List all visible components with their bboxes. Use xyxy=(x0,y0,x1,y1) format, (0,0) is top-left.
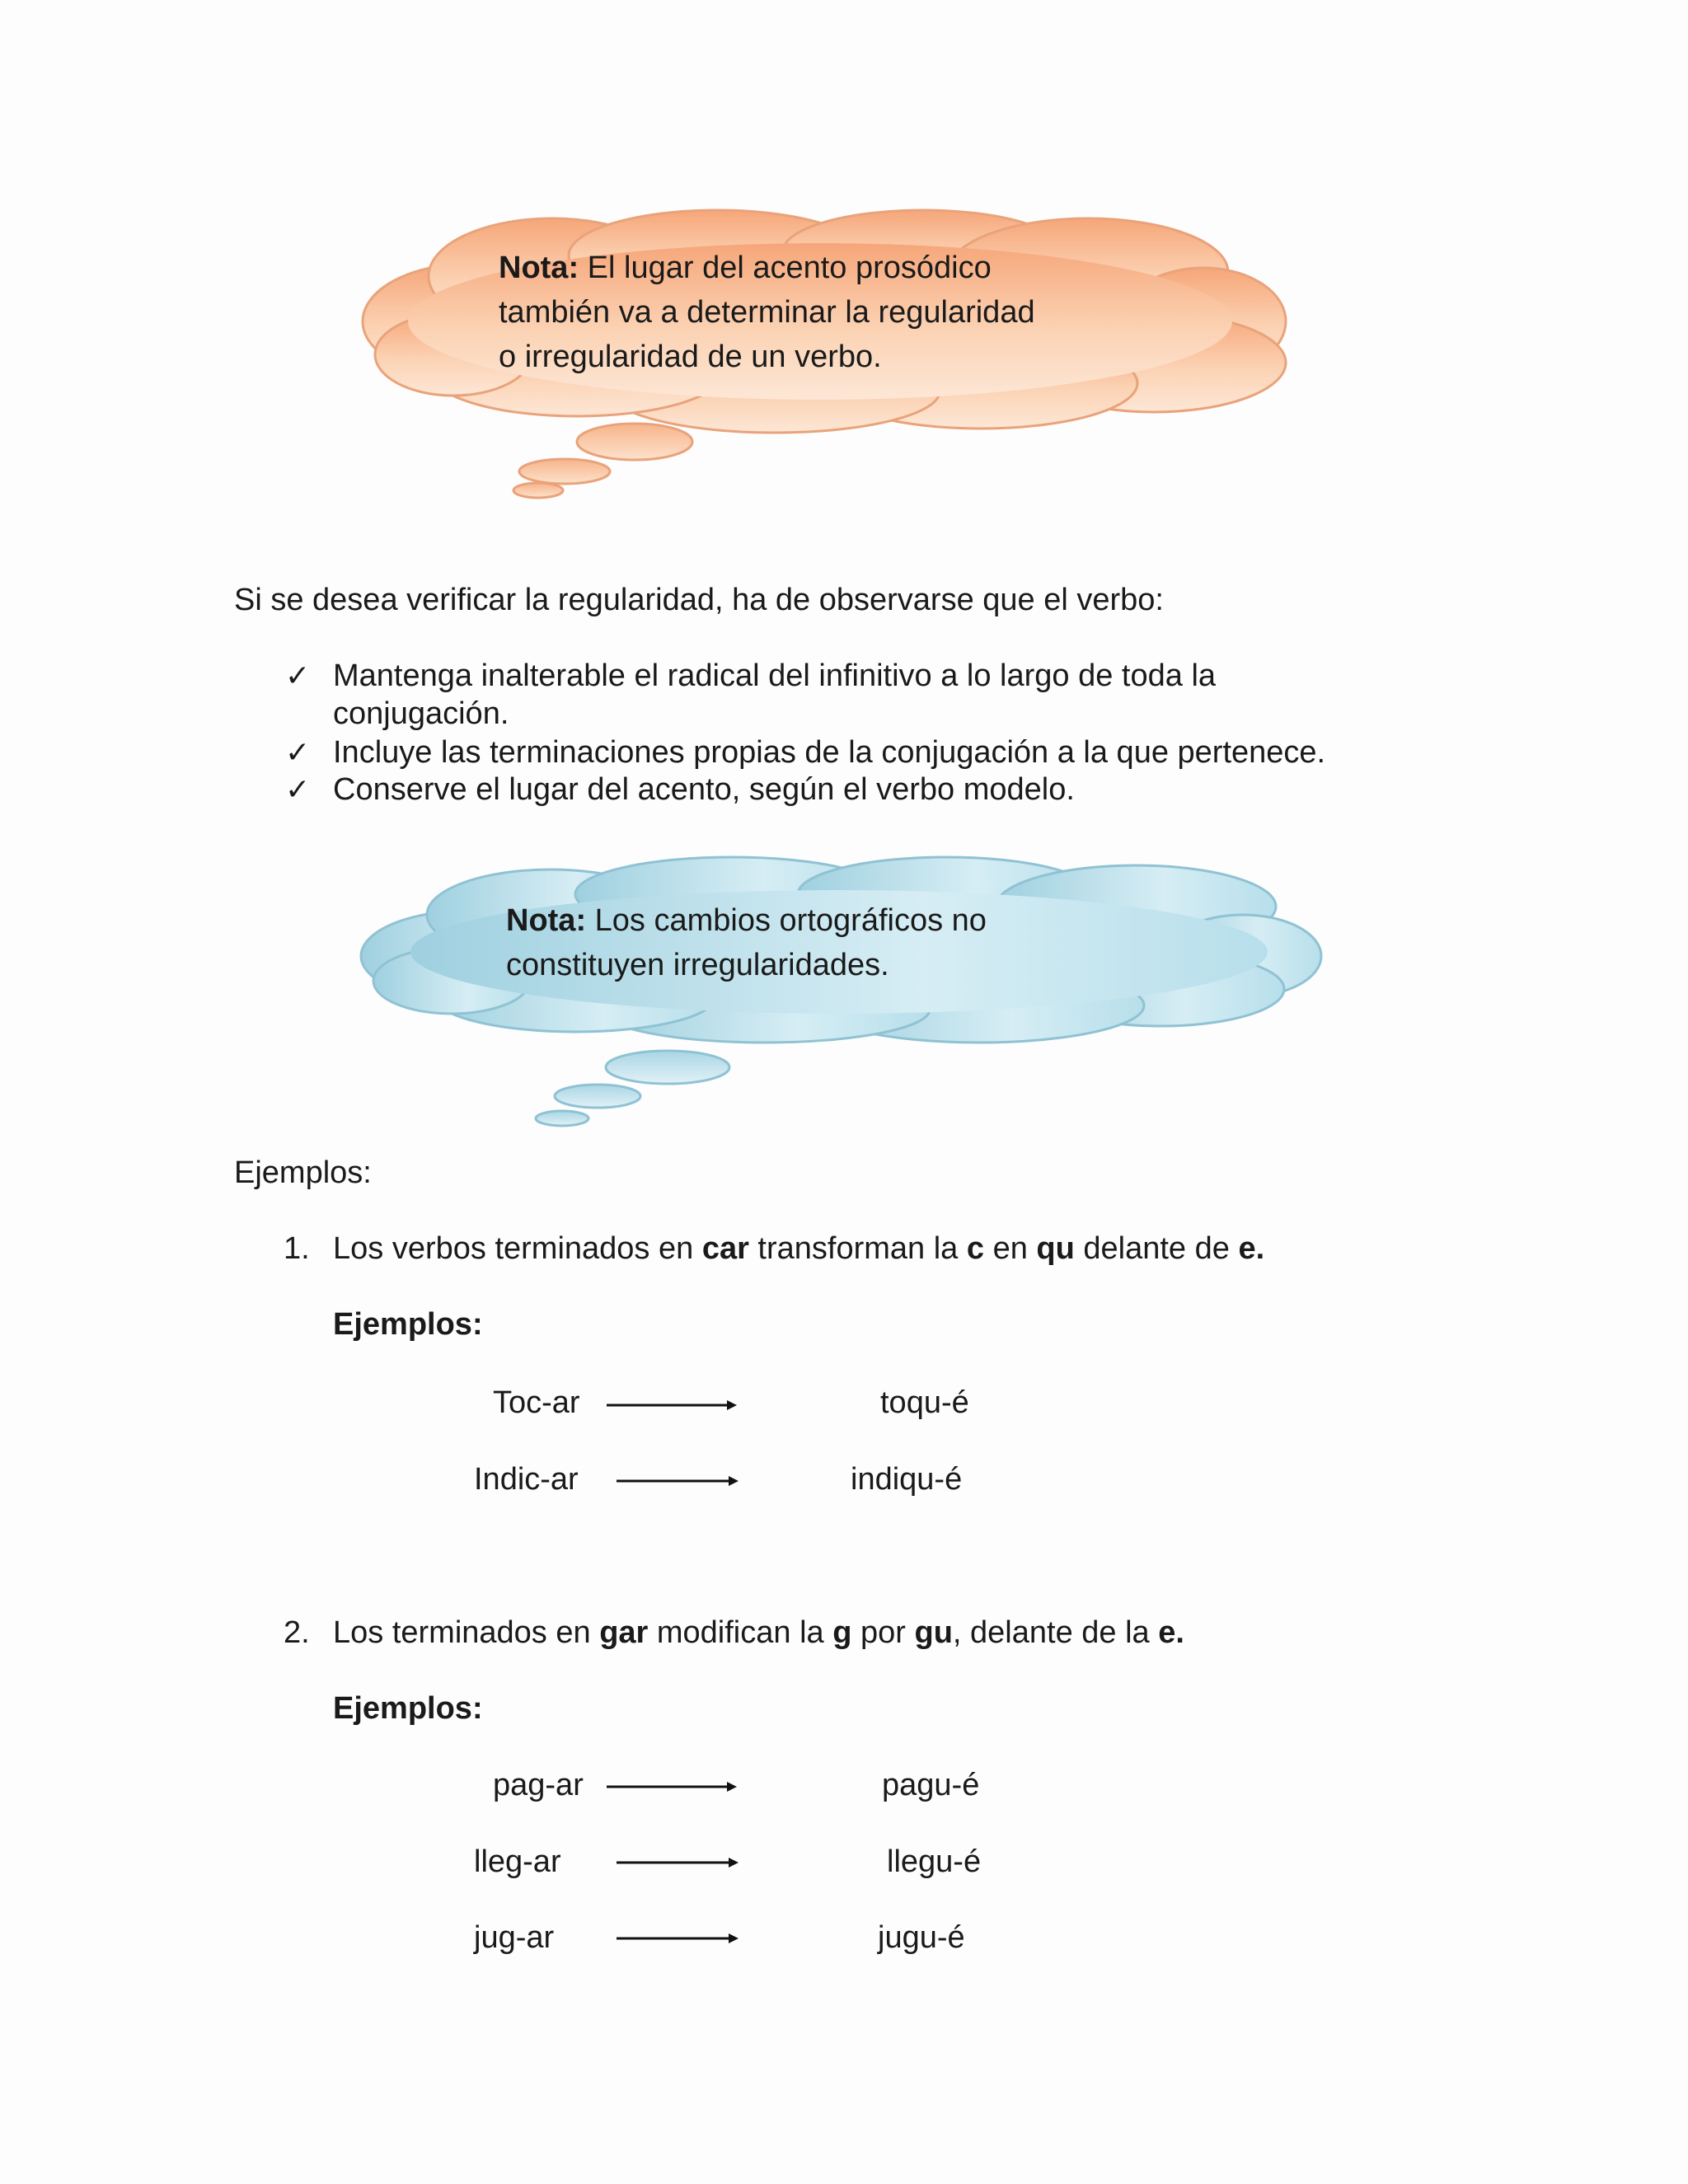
example-to: jugu-é xyxy=(878,1920,965,1955)
checklist-item: Mantenga inalterable el radical del infinitivo a lo largo de toda la conjugación. xyxy=(333,658,1217,731)
arrow-icon xyxy=(615,1473,738,1489)
examples-heading: Ejemplos: xyxy=(234,1155,372,1190)
list-number: 1. xyxy=(284,1231,310,1266)
check-icon: ✓ xyxy=(285,772,311,806)
arrow-icon xyxy=(605,1397,737,1413)
intro-paragraph: Si se desea verificar la regularidad, ha de observarse que el verbo: xyxy=(234,583,1164,617)
example-to: pagu-é xyxy=(882,1768,980,1802)
note-cloud-blue xyxy=(353,857,1325,1063)
example-to: indiqu-é xyxy=(851,1462,963,1497)
example-from: Indic-ar xyxy=(474,1462,579,1497)
note-line-2: también va a determinar la regularidad xyxy=(499,295,1035,330)
note-line-1: Nota: Los cambios ortográficos no xyxy=(506,903,987,938)
thought-bubbles-blue xyxy=(528,1043,742,1133)
rule-text: Los terminados en gar modifican la g por gu, delante de la e. xyxy=(333,1615,1184,1650)
example-from: jug-ar xyxy=(474,1920,555,1955)
note-cloud-orange xyxy=(346,206,1294,503)
note-line-1: Nota: El lugar del acento prosódico xyxy=(499,251,992,285)
example-from: Toc-ar xyxy=(493,1385,580,1420)
note-text-orange xyxy=(499,246,1125,379)
arrow-icon xyxy=(615,1854,738,1871)
check-icon: ✓ xyxy=(285,658,311,692)
check-icon: ✓ xyxy=(285,735,311,769)
note-label: Nota: xyxy=(506,903,587,938)
example-to: toqu-é xyxy=(880,1385,969,1420)
note-line-3: o irregularidad de un verbo. xyxy=(499,340,882,374)
arrow-icon xyxy=(605,1779,737,1795)
example-from: pag-ar xyxy=(493,1768,584,1802)
thought-bubbles-orange xyxy=(503,412,701,503)
arrow-icon xyxy=(615,1930,738,1947)
checklist-item: Conserve el lugar del acento, según el verbo modelo. xyxy=(333,772,1075,807)
examples-subheading: Ejemplos: xyxy=(333,1691,483,1726)
example-from: lleg-ar xyxy=(474,1844,561,1879)
note-text-blue xyxy=(506,898,1132,987)
note-line-2: constituyen irregularidades. xyxy=(506,948,889,982)
note-label: Nota: xyxy=(499,251,579,285)
rule-text: Los verbos terminados en car transforman la c en qu delante de e. xyxy=(333,1231,1265,1266)
examples-subheading: Ejemplos: xyxy=(333,1307,483,1342)
checklist-item: Incluye las terminaciones propias de la conjugación a la que pertenece. xyxy=(333,735,1326,770)
example-to: llegu-é xyxy=(887,1844,982,1879)
list-number: 2. xyxy=(284,1615,310,1650)
